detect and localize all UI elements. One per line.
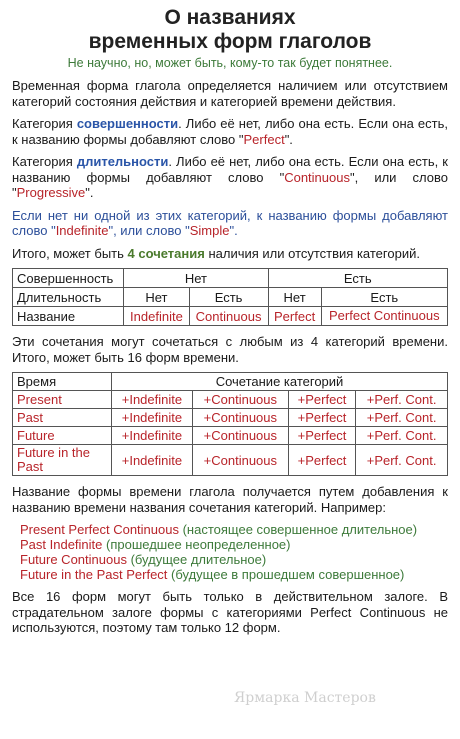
watermark: Ярмарка Мастеров [234,690,376,706]
categories-table [12,268,448,326]
paragraph-perfect: Категория совершенности. Либо её нет, либо она есть. Если она есть, к названию формы добавляют слово "Perfect". [12,116,448,147]
table-row: Past +Indefinite +Continuous +Perfect +Perf. Cont. [13,409,448,427]
table-row: Present +Indefinite +Continuous +Perfect +Perf. Cont. [13,391,448,409]
paragraph-voice: Все 16 форм могут быть только в действительном залоге. В страдательном залоге формы с категориями Perfect Continuous не используются, поэтому там только 12 форм. [12,589,448,635]
table-row: Future in the Past +Indefinite +Continuous +Perfect +Perf. Cont. [13,445,448,476]
list-item: Future Continuous (будущее длительное) [20,552,267,567]
table-row: Совершенность Нет Есть [13,269,448,288]
list-item: Future in the Past Perfect (будущее в прошедшем совершенное) [20,567,405,582]
subtitle: Не научно, но, может быть, кому-то так будет понятнее. [67,56,393,70]
list-item: Past Indefinite (прошедшее неопределенное) [20,537,291,552]
title-line-2: временных форм глаголов [88,30,372,53]
paragraph-definition: Временная форма глагола определяется наличием или отсутствием категорий состояния действия и категорией времени действия. [12,78,448,109]
title-line-1: О названиях [164,6,296,29]
table-row: Название Indefinite Continuous Perfect Perfect Continuous [13,307,448,326]
tenses-table [12,372,448,476]
table-row: Future +Indefinite +Continuous +Perfect +Perf. Cont. [13,427,448,445]
paragraph-combinations: Итого, может быть 4 сочетания наличия или отсутствия категорий. [12,245,420,261]
page-title [12,6,448,54]
examples-list [20,522,448,582]
paragraph-naming-rule: Название формы времени глагола получается путем добавления к названию времени названия сочетания категорий. Например: [12,484,448,515]
paragraph-indefinite: Если нет ни одной из этих категорий, к названию формы добавляют слово "Indefinite", или слово "Simple". [12,207,448,238]
paragraph-sixteen: Эти сочетания могут сочетаться с любым из 4 категорий времени. Итого, может быть 16 форм времени. [12,334,448,365]
list-item: Present Perfect Continuous (настоящее совершенное длительное) [20,522,418,537]
table-row: Длительность Нет Есть Нет Есть [13,288,448,307]
paragraph-continuous: Категория длительности. Либо её нет, либо она есть. Если она есть, к названию формы добавляют слово "Continuous", или слово "Progressive". [12,154,448,200]
table-header-row: Время Сочетание категорий [13,373,448,391]
